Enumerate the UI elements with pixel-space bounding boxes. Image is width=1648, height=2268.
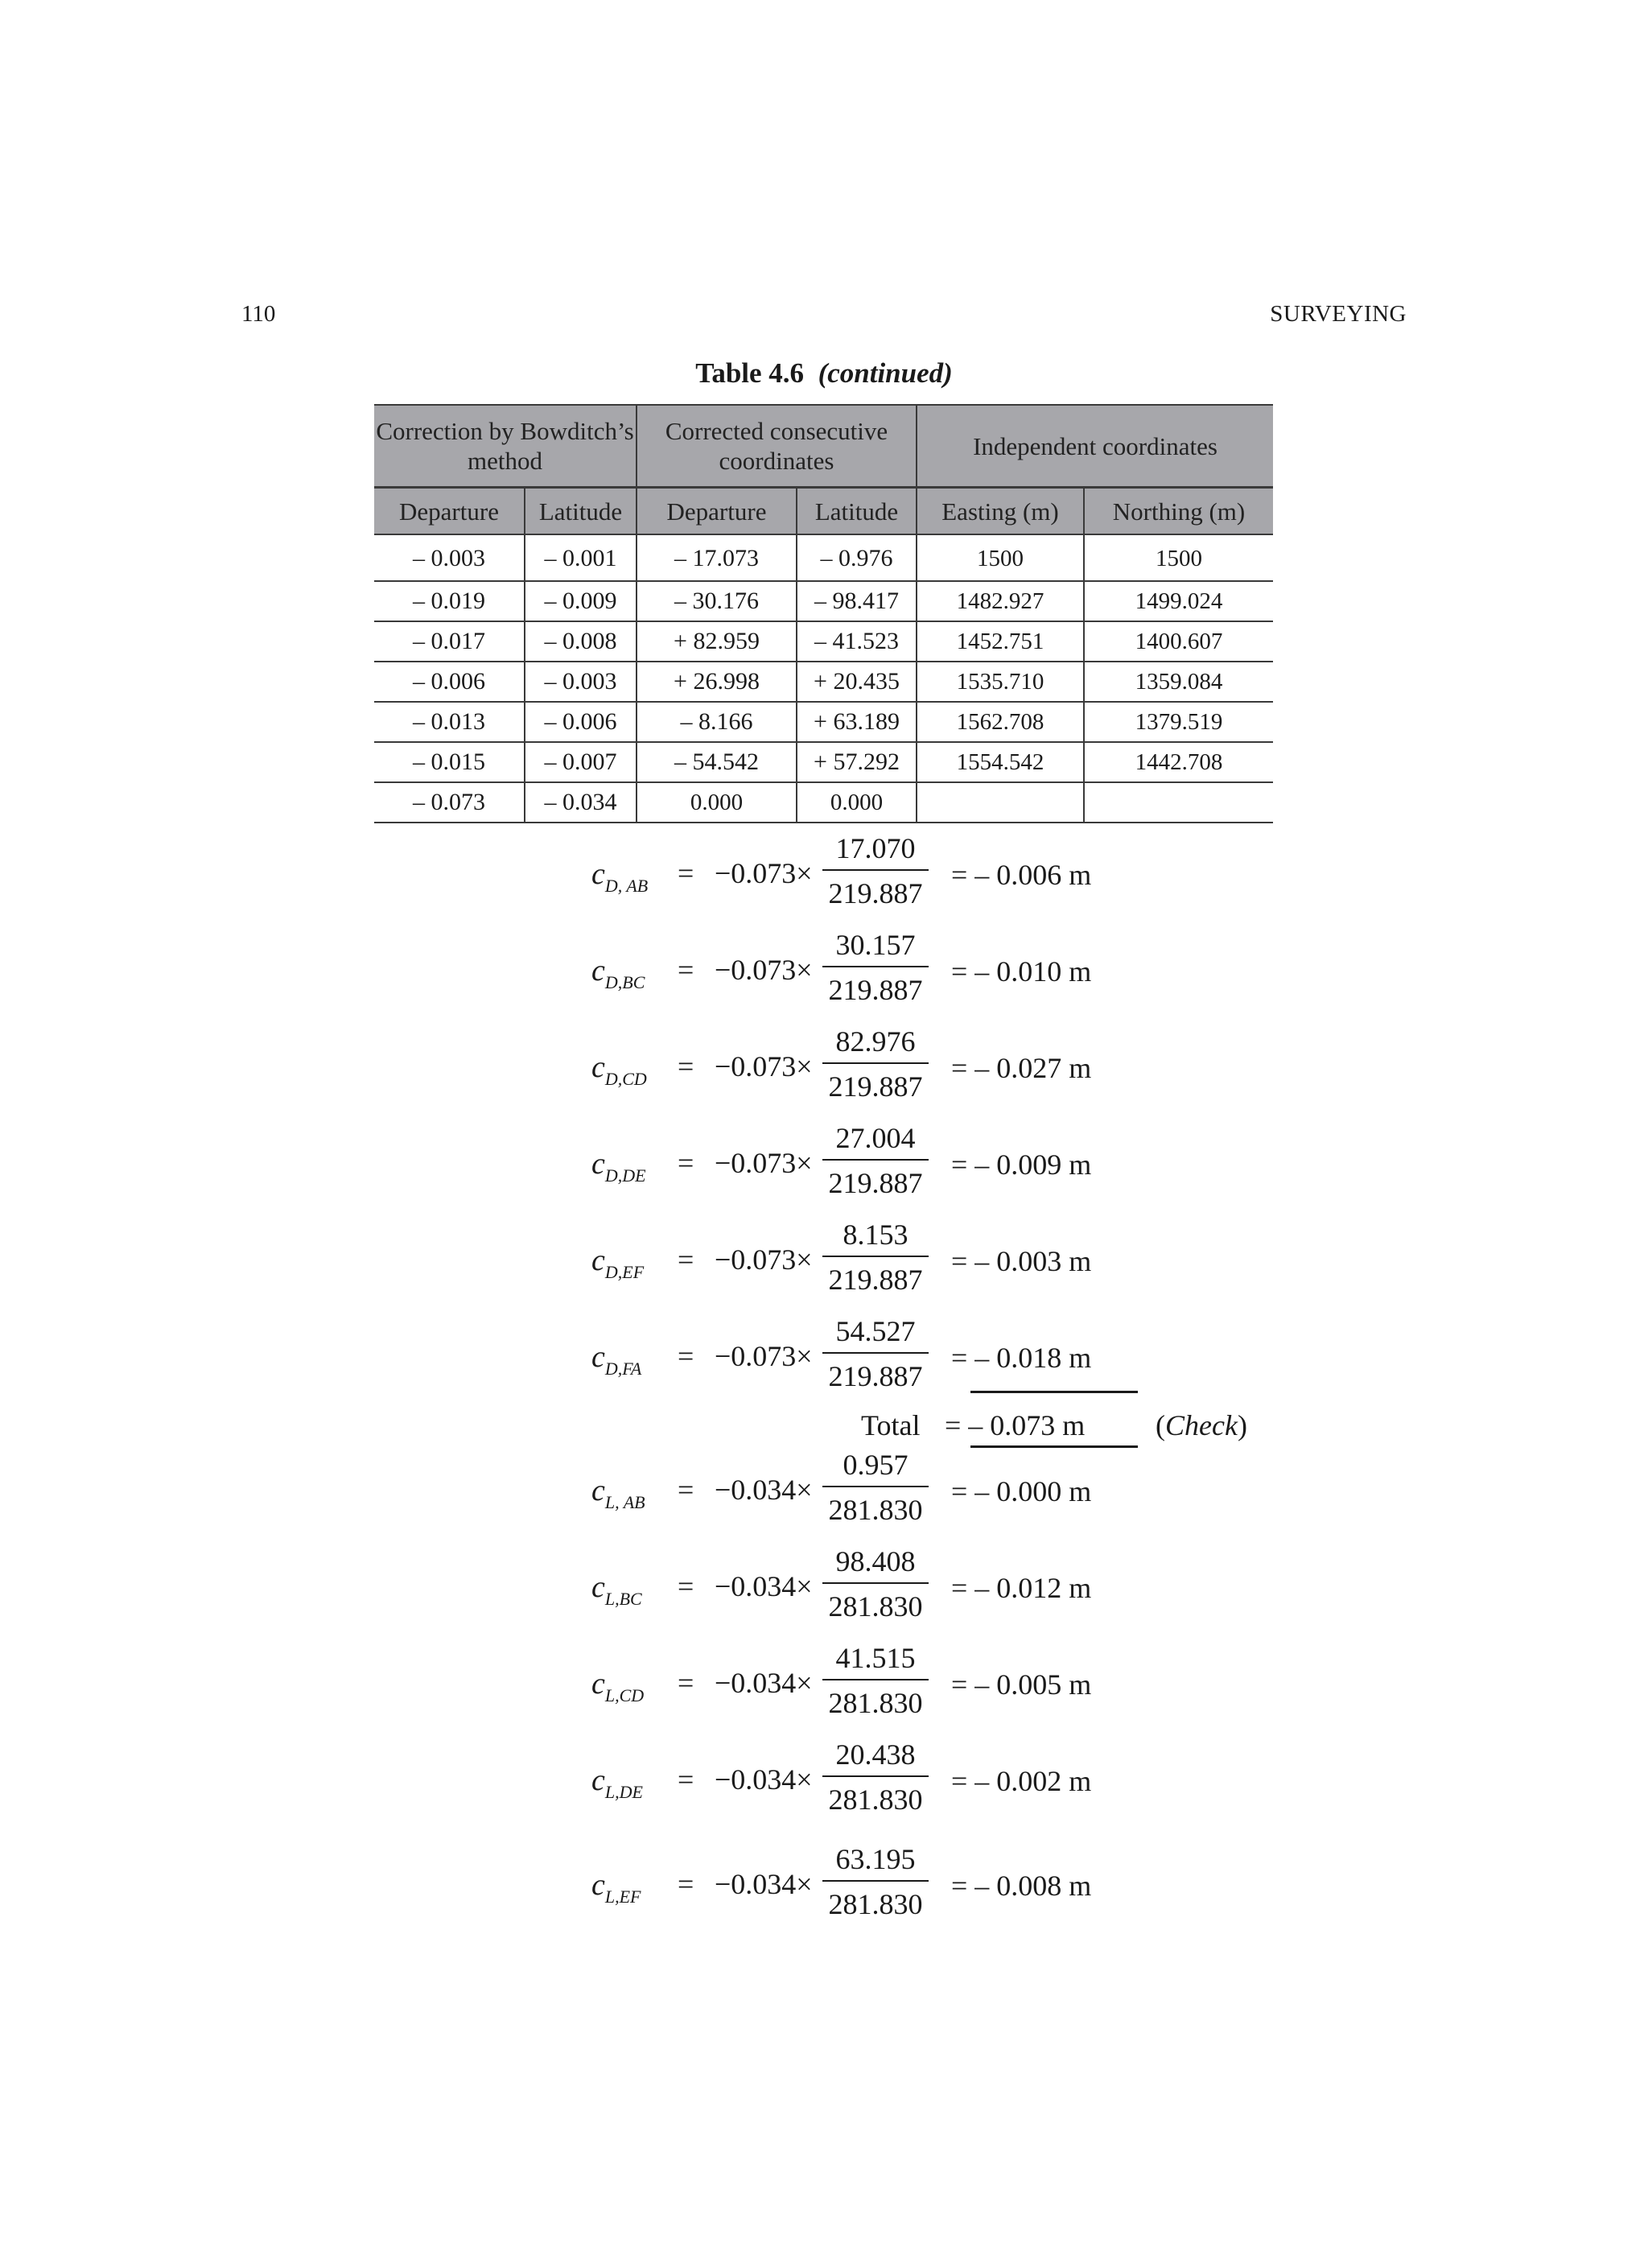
fraction-numerator: 0.957 [843,1449,908,1481]
equation-result: = – 0.008 m [951,1870,1092,1902]
table-cell: – 0.006 [525,702,637,742]
fraction [822,831,929,909]
table-caption [0,357,1648,390]
table-cell: + 63.189 [797,702,917,742]
table-row [374,662,1273,702]
closing-error-coefficient: −0.073× [715,857,813,889]
symbol-subscript: D,EF [604,1262,645,1282]
symbol-subscript: D,BC [604,972,645,992]
closing-error-coefficient: −0.073× [715,1147,813,1179]
equation-result: = – 0.002 m [951,1765,1092,1797]
group-header-independent-coordinates: Independent coordinates [917,405,1273,488]
column-header: Latitude [797,488,917,535]
closing-error-coefficient: −0.073× [715,1340,813,1372]
symbol-letter: c [591,1474,605,1507]
equation-result: = – 0.005 m [951,1668,1092,1701]
fraction-numerator: 30.157 [835,929,916,961]
group-header-corrected-coordinates: Corrected consecutive coordinates [637,405,917,488]
table-cell: 1535.710 [917,662,1084,702]
equals-sign: = [678,1570,694,1602]
equals-sign: = [678,1474,694,1506]
correction-equation [0,831,1648,919]
correction-equation [0,1313,1648,1402]
table-cell: – 0.001 [525,534,637,581]
correction-equation [0,1640,1648,1729]
table-cell: – 0.009 [525,581,637,621]
table-cell [1084,782,1273,823]
equation-symbol [591,1049,647,1090]
table-cell: 0.000 [637,782,797,823]
fraction-denominator: 219.887 [828,877,923,909]
check-text: Check [1165,1409,1238,1441]
table-cell: – 0.015 [374,742,525,782]
symbol-subscript: D, AB [604,876,649,896]
symbol-subscript: L,BC [604,1589,642,1609]
table-row [374,702,1273,742]
equals-sign: = [678,1340,694,1372]
table-cell: 1359.084 [1084,662,1273,702]
closing-error-coefficient: −0.034× [715,1474,813,1506]
table-cell: 1379.519 [1084,702,1273,742]
fraction [822,1120,929,1199]
equation-result: = – 0.012 m [951,1572,1092,1604]
symbol-subscript: D,DE [604,1165,646,1186]
table-cell: – 0.003 [374,534,525,581]
fraction-denominator: 281.830 [828,1687,923,1719]
closing-error-coefficient: −0.073× [715,1243,813,1276]
fraction [822,1737,929,1816]
symbol-letter: c [591,1147,605,1181]
equation-result: = – 0.000 m [951,1475,1092,1507]
fraction-numerator: 20.438 [835,1738,916,1771]
equation-symbol [591,953,645,993]
symbol-letter: c [591,1050,605,1084]
symbol-letter: c [591,1667,605,1701]
equation-symbol [591,1473,645,1513]
fraction-numerator: 41.515 [835,1642,916,1674]
fraction-numerator: 63.195 [835,1843,916,1875]
equals-sign: = [678,1667,694,1699]
table-cell: – 0.006 [374,662,525,702]
table-cell: – 0.007 [525,742,637,782]
correction-equation [0,1024,1648,1112]
equation-symbol [591,1146,646,1186]
column-header: Departure [637,488,797,535]
equation-symbol [591,1867,641,1907]
table-cell: + 26.998 [637,662,797,702]
symbol-subscript: D,FA [604,1359,642,1379]
table-row [374,581,1273,621]
equation-symbol [591,1666,644,1706]
table-cell: – 30.176 [637,581,797,621]
table-cell [917,782,1084,823]
table-row [374,534,1273,581]
fraction-numerator: 27.004 [835,1122,916,1154]
equals-sign: = [678,1147,694,1179]
fraction [822,927,929,1006]
equation-result: = – 0.027 m [951,1052,1092,1084]
equation-symbol [591,1763,643,1803]
fraction-denominator: 219.887 [828,1167,923,1199]
table-cell: + 20.435 [797,662,917,702]
closing-error-coefficient: −0.073× [715,1050,813,1082]
symbol-letter: c [591,1243,605,1277]
symbol-subscript: L,DE [604,1782,643,1802]
fraction-denominator: 281.830 [828,1590,923,1623]
equation-symbol [591,1339,641,1379]
table-cell: 1442.708 [1084,742,1273,782]
table-cell: – 0.073 [374,782,525,823]
closing-error-coefficient: −0.034× [715,1868,813,1900]
equation-result: = – 0.018 m [951,1342,1092,1374]
equals-sign: = [678,1050,694,1082]
symbol-letter: c [591,954,605,988]
fraction-numerator: 98.408 [835,1545,916,1577]
total-label: Total [861,1409,921,1441]
table-cell: 1500 [917,534,1084,581]
table-caption-label: Table 4.6 [695,357,805,389]
table-row [374,782,1273,823]
table-cell: – 54.542 [637,742,797,782]
running-header: SURVEYING [1270,301,1407,327]
fraction-denominator: 281.830 [828,1494,923,1526]
fraction [822,1313,929,1392]
equals-sign: = [678,1868,694,1900]
page-number: 110 [241,301,276,327]
table-cell: – 0.008 [525,621,637,662]
symbol-letter: c [591,857,605,891]
total-value: = – 0.073 m [945,1409,1086,1441]
table-cell: + 57.292 [797,742,917,782]
table-cell: – 98.417 [797,581,917,621]
column-header: Latitude [525,488,637,535]
table-cell: – 17.073 [637,534,797,581]
equals-sign: = [678,1763,694,1796]
fraction-denominator: 219.887 [828,974,923,1006]
symbol-subscript: L,EF [604,1887,641,1907]
equals-sign: = [678,1243,694,1276]
symbol-letter: c [591,1763,605,1797]
equation-result: = – 0.006 m [951,859,1092,891]
fraction-numerator: 82.976 [835,1025,916,1058]
group-header-bowditch-correction: Correction by Bowditch’s method [374,405,637,488]
symbol-letter: c [591,1570,605,1604]
symbol-subscript: L,CD [604,1685,645,1705]
coordinates-table [374,404,1273,823]
equals-sign: = [678,857,694,889]
equation-result: = – 0.010 m [951,955,1092,988]
fraction-numerator: 54.527 [835,1315,916,1347]
correction-equation [0,1737,1648,1825]
symbol-subscript: D,CD [604,1069,647,1089]
symbol-letter: c [591,1340,605,1374]
fraction-denominator: 219.887 [828,1070,923,1103]
table-cell: 1499.024 [1084,581,1273,621]
fraction-denominator: 281.830 [828,1783,923,1816]
correction-equation [0,1120,1648,1209]
fraction [822,1024,929,1103]
closing-error-coefficient: −0.034× [715,1570,813,1602]
fraction-denominator: 219.887 [828,1360,923,1392]
equals-sign: = [678,954,694,986]
table-cell: – 0.017 [374,621,525,662]
fraction [822,1217,929,1296]
fraction-denominator: 281.830 [828,1888,923,1920]
check-note: (Check) [1156,1409,1247,1441]
column-header: Departure [374,488,525,535]
equation-result: = – 0.003 m [951,1245,1092,1277]
equation-symbol [591,856,648,897]
fraction-numerator: 8.153 [843,1219,908,1251]
table-cell: 1400.607 [1084,621,1273,662]
table-row [374,742,1273,782]
table-cell: 1482.927 [917,581,1084,621]
correction-equation [0,1447,1648,1536]
table-cell: – 0.013 [374,702,525,742]
table-caption-note: (continued) [818,357,953,389]
column-header: Northing (m) [1084,488,1273,535]
fraction-numerator: 17.070 [835,832,916,864]
correction-equation [0,927,1648,1016]
symbol-subscript: L, AB [604,1492,645,1512]
equation-symbol [591,1243,644,1283]
table-cell: – 0.034 [525,782,637,823]
symbol-letter: c [591,1868,605,1902]
table-row [374,621,1273,662]
fraction-denominator: 219.887 [828,1264,923,1296]
table-cell: 0.000 [797,782,917,823]
column-header: Easting (m) [917,488,1084,535]
correction-equation [0,1544,1648,1632]
correction-equation [0,1841,1648,1930]
fraction [822,1544,929,1623]
table-cell: – 0.003 [525,662,637,702]
correction-equation [0,1217,1648,1305]
table-cell: 1562.708 [917,702,1084,742]
table-cell: 1452.751 [917,621,1084,662]
equation-symbol [591,1569,642,1610]
table-cell: – 0.976 [797,534,917,581]
table-cell: 1554.542 [917,742,1084,782]
equation-result: = – 0.009 m [951,1148,1092,1181]
table-cell: 1500 [1084,534,1273,581]
closing-error-coefficient: −0.073× [715,954,813,986]
table-cell: + 82.959 [637,621,797,662]
closing-error-coefficient: −0.034× [715,1667,813,1699]
fraction [822,1447,929,1526]
total-rule-top [970,1391,1138,1393]
total-rule-bottom [970,1445,1138,1448]
closing-error-coefficient: −0.034× [715,1763,813,1796]
table-cell: – 41.523 [797,621,917,662]
fraction [822,1640,929,1719]
fraction [822,1841,929,1920]
table-cell: – 0.019 [374,581,525,621]
table-cell: – 8.166 [637,702,797,742]
